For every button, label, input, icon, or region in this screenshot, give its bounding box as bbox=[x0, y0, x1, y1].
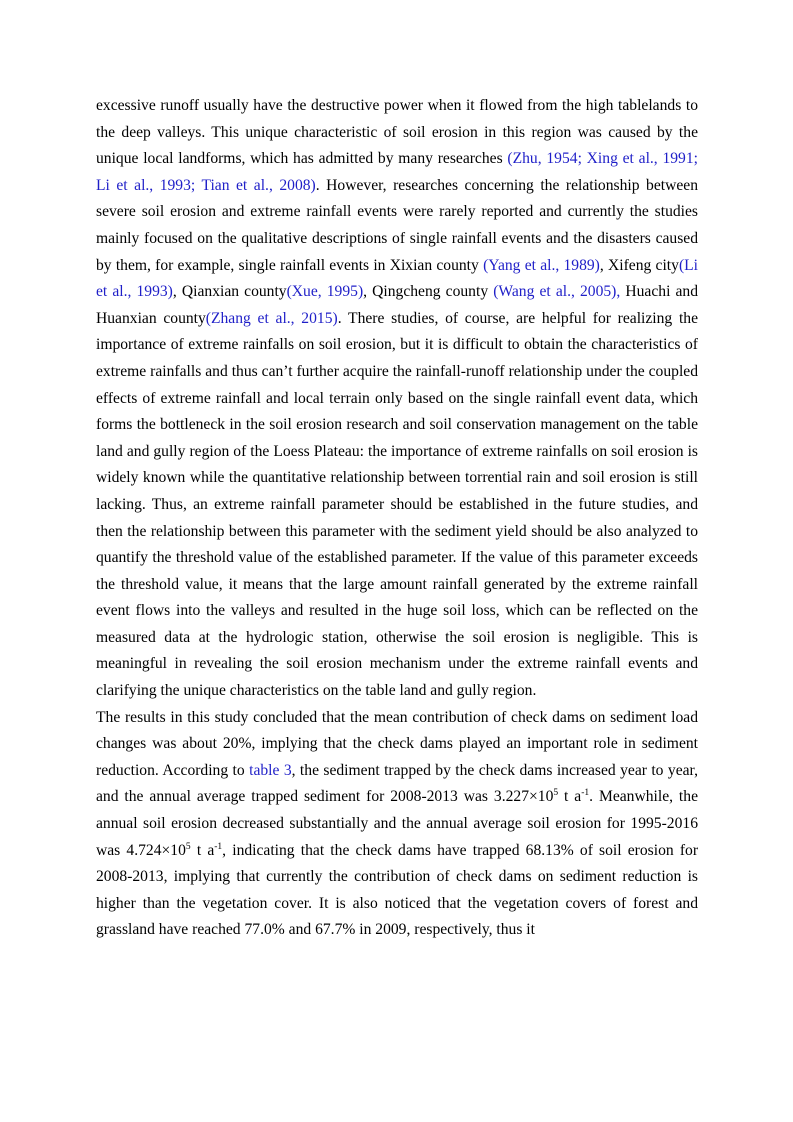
superscript-exponent: -1 bbox=[581, 788, 590, 799]
text-run: excessive runoff usually have the destructive power when it flowed from the high tablelands to the deep valleys. This unique characteristic of soil erosion in this region was caused by the unique local landforms, which has admitted by many researches bbox=[96, 97, 698, 168]
text-run: , indicating that the check dams have trapped 68.13% of soil erosion for 2008-2013, implying that currently the contribution of check dams on sediment reduction is higher than the vegetation cover. It is also noticed that the vegetation covers of forest and grassland have reached 77.0% and 67.7% in 2009, respectively, thus it bbox=[96, 841, 699, 939]
citation-link[interactable]: (Yang et al., 1989) bbox=[483, 256, 600, 274]
superscript-exponent: 5 bbox=[185, 841, 191, 852]
text-run: . There studies, of course, are helpful for realizing the importance of extreme rainfalls on soil erosion, but it is difficult to obtain the characteristics of extreme rainfalls and thus can’t further acquire the rainfall-runoff relationship under the coupled effects of extreme rainfall and local terrain only based on the single rainfall event data, which forms the bottleneck in the soil erosion research and soil conservation management on the table land and gully region of the Loess Plateau: the importance of extreme rainfalls on soil erosion is widely known while the quantitative relationship between torrential rain and soil erosion is still lacking. Thus, an extreme rainfall parameter should be established in the future studies, and then the relationship between this parameter with the sediment yield should be also analyzed to quantify the threshold value of the established parameter. If the value of this parameter exceeds the threshold value, it means that the large amount rainfall generated by the extreme rainfall event flows into the valleys and resulted in the huge soil loss, which can be reflected on the measured data at the hydrologic station, otherwise the soil erosion is negligible. This is meaningful in revealing the soil erosion mechanism under the extreme rainfall events and clarifying the unique characteristics on the table land and gully region. bbox=[96, 309, 698, 700]
paragraph-2 bbox=[96, 705, 698, 944]
document-page bbox=[96, 93, 698, 944]
superscript-exponent: 5 bbox=[553, 788, 559, 799]
text-run: . However, researches concerning the relationship between severe soil erosion and extreme rainfall events were rarely reported and currently the studies mainly focused on the qualitative descriptions of single rainfall events and the disasters caused by them, for example, single rainfall events in Xixian county bbox=[96, 176, 698, 274]
table-reference-link[interactable]: table 3 bbox=[249, 761, 292, 779]
paragraph-1 bbox=[96, 93, 698, 705]
text-run: , the sediment trapped by the check dams increased year to year, and the annual average trapped sediment for 2008-2013 was 3.227×10 bbox=[96, 761, 698, 806]
text-run: . Meanwhile, the annual soil erosion decreased substantially and the annual average soil erosion for 1995-2016 was 4.724×10 bbox=[96, 788, 698, 859]
citation-link[interactable]: (Xue, 1995) bbox=[286, 283, 364, 301]
text-run: Huachi and Huanxian county bbox=[96, 283, 699, 327]
citation-link[interactable]: (Li et al., 1993) bbox=[96, 256, 698, 301]
citation-link[interactable]: (Zhu, 1954; Xing et al., 1991; Li et al., 1993; Tian et al., 2008) bbox=[96, 150, 698, 194]
superscript-exponent: -1 bbox=[214, 841, 223, 852]
citation-link[interactable]: (Wang et al., 2005), bbox=[493, 283, 621, 301]
text-run: , Qianxian county bbox=[172, 283, 287, 301]
citation-link[interactable]: (Zhang et al., 2015) bbox=[205, 309, 338, 327]
text-run: , Xifeng city bbox=[599, 256, 679, 274]
text-run: The results in this study concluded that the mean contribution of check dams on sediment load changes was about 20%, implying that the check dams played an important role in sediment reduction. According to bbox=[96, 708, 698, 779]
text-run: t a bbox=[558, 788, 582, 806]
text-run: , Qingcheng county bbox=[363, 283, 494, 301]
text-run: t a bbox=[190, 841, 215, 859]
